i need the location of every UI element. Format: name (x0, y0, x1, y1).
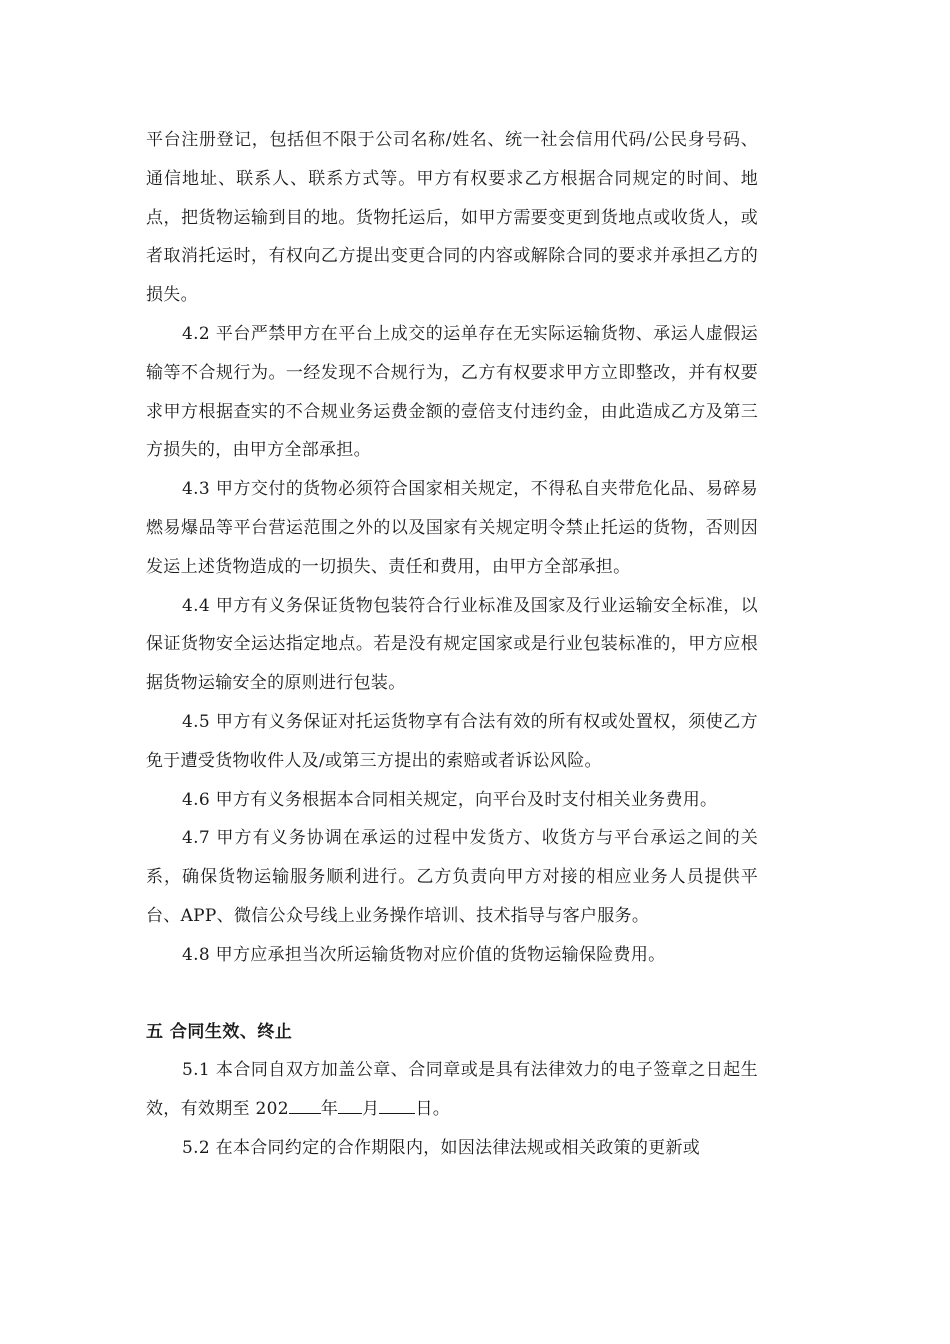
section-spacer (146, 975, 758, 1013)
month-blank (338, 1098, 362, 1114)
clause-4-4: 4.4 甲方有义务保证货物包装符合行业标准及国家及行业运输安全标准，以保证货物安全运达指定地点。若是没有规定国家或是行业包装标准的，甲方应根据货物运输安全的原则进行包装。 (146, 595, 758, 694)
clause-4-8: 4.8 甲方应承担当次所运输货物对应价值的货物运输保险费用。 (182, 944, 666, 965)
clause-4-5: 4.5 甲方有义务保证对托运货物享有合法有效的所有权或处置权，须使乙方免于遭受货物收件人及/或第三方提出的索赔或者诉讼风险。 (146, 711, 758, 771)
clause-5-2: 5.2 在本合同约定的合作期限内，如因法律法规或相关政策的更新或 (182, 1137, 701, 1158)
month-unit: 月 (362, 1099, 380, 1120)
day-blank (379, 1098, 415, 1114)
paragraph-registration-continued: 平台注册登记，包括但不限于公司名称/姓名、统一社会信用代码/公民身号码、通信地址、联系人、联系方式等。甲方有权要求乙方根据合同规定的时间、地点，把货物运输到目的地。货物托运后，如甲方需要变更到货地点或收货人，或者取消托运时，有权向乙方提出变更合同的内容或解除合同的要求并承担乙方的损失。 (146, 130, 758, 306)
section-5-heading: 五 合同生效、终止 (146, 1021, 293, 1042)
clause-5-1 (146, 1051, 758, 1129)
clause-4-2: 4.2 平台严禁甲方在平台上成交的运单存在无实际运输货物、承运人虚假运输等不合规行为。一经发现不合规行为，乙方有权要求甲方立即整改，并有权要求甲方根据查实的不合规业务运费金额的壹倍支付违约金，由此造成乙方及第三方损失的，由甲方全部承担。 (146, 323, 758, 461)
year-blank (289, 1098, 321, 1114)
day-unit: 日。 (415, 1099, 451, 1120)
clause-4-6: 4.6 甲方有义务根据本合同相关规定，向平台及时支付相关业务费用。 (182, 789, 718, 810)
year-unit: 年 (320, 1099, 339, 1120)
clause-4-3: 4.3 甲方交付的货物必须符合国家相关规定，不得私自夹带危化品、易碎易燃易爆品等平台营运范围之外的以及国家有关规定明令禁止托运的货物，否则因发运上述货物造成的一切损失、责任和费用，由甲方全部承担。 (146, 479, 758, 577)
clause-4-7: 4.7 甲方有义务协调在承运的过程中发货方、收货方与平台承运之间的关系，确保货物运输服务顺利进行。乙方负责向甲方对接的相应业务人员提供平台、APP、微信公众号线上业务操作培训、技术指导与客户服务。 (146, 828, 758, 926)
clause-5-1-text: 5.1 本合同自双方加盖公章、合同章或是具有法律效力的电子签章之日起生效，有效期至 202 (146, 1060, 758, 1120)
contract-body (146, 121, 758, 1168)
